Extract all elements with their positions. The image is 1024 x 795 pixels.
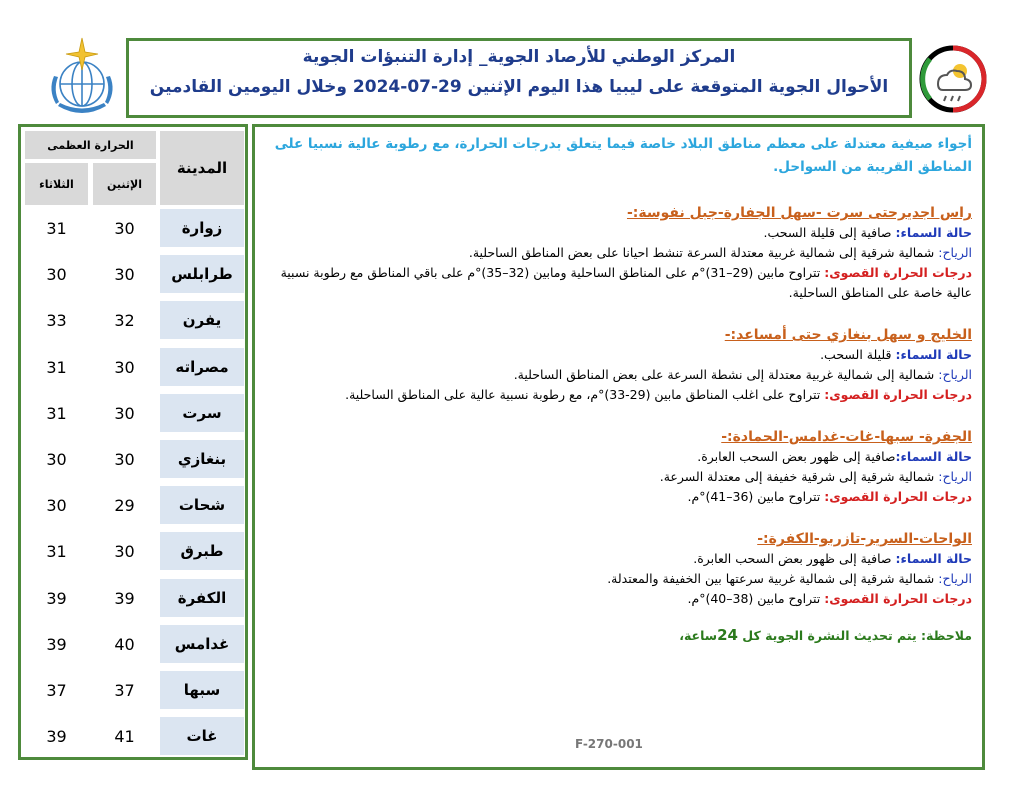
temp-day2-cell: 30 (46, 449, 67, 469)
temp-text: تتراوح مابين (38–40)°م. (687, 591, 825, 606)
wind-text: شمالية شرقية إلى شمالية غربية معتدلة السرعة تنشط احيانا على بعض المناطق الساحلية. (468, 245, 939, 260)
city-cell: الكفرة (160, 579, 244, 617)
temp-day2-cell: 31 (46, 218, 67, 238)
note-tail: ساعة، (679, 628, 718, 643)
forecast-intro: أجواء صيفية معتدلة على معظم مناطق البلاد خاصة فيما يتعلق بدرجات الحرارة، مع رطوبة عالية نسبيا على المناطق القريبة من السواحل. (274, 136, 972, 175)
sky-line (269, 345, 972, 365)
update-note (269, 625, 972, 646)
form-code: F-270-001 (575, 737, 643, 751)
temp-day2-cell: 39 (46, 634, 67, 654)
region-title: الجفرة- سبها-غات-غدامس-الحمادة:- (721, 429, 972, 445)
city-cell: زوارة (160, 209, 244, 247)
temp-day2-cell: 30 (46, 264, 67, 284)
city-cell: غدامس (160, 625, 244, 663)
region-title: الخليج و سهل بنغازي حتى أمساعد:- (724, 327, 972, 343)
wind-line (269, 569, 972, 589)
sky-label: حالة السماء: (895, 449, 972, 464)
temp-day1-cell: 30 (114, 357, 135, 377)
wind-line (269, 243, 972, 263)
lnmc-weather-logo (918, 44, 988, 114)
wind-line (269, 365, 972, 385)
wmo-logo (40, 36, 124, 120)
city-cell: غات (160, 717, 244, 755)
day2-header: الثلاثاء (25, 163, 88, 205)
header-subtitle: الأحوال الجوية المتوقعة على ليبيا هذا اليوم الإثنين 29-07-2024 وخلال اليومين القادمين (149, 77, 889, 97)
temp-line (269, 385, 972, 405)
temperature-table (18, 124, 248, 760)
sky-label: حالة السماء: (895, 347, 972, 362)
temp-day2-cell: 31 (46, 357, 67, 377)
wind-label: الرياح: (938, 245, 972, 260)
temp-day2-cell: 37 (46, 680, 67, 700)
temp-day2-cell: 31 (46, 541, 67, 561)
city-cell: سبها (160, 671, 244, 709)
wind-line (269, 467, 972, 487)
city-cell: طرابلس (160, 255, 244, 293)
forecast-panel (252, 124, 985, 770)
temp-day1-cell: 37 (114, 680, 135, 700)
region-title: الواحات-السرير-تازربو-الكفرة:- (757, 531, 972, 547)
city-column-header: المدينة (160, 131, 244, 205)
temp-line (269, 263, 972, 303)
region-section (269, 203, 972, 303)
region-section (269, 325, 972, 405)
temp-day2-cell: 30 (46, 495, 67, 515)
max-temp-header: الحرارة العظمى (25, 131, 156, 159)
day1-header: الإثنين (93, 163, 156, 205)
city-cell: بنغازي (160, 440, 244, 478)
wind-label: الرياح: (938, 367, 972, 382)
header-box (126, 38, 912, 118)
temp-day1-cell: 30 (114, 264, 135, 284)
city-cell: سرت (160, 394, 244, 432)
wind-text: شمالية شرقية إلى شرقية خفيفة إلى معتدلة السرعة. (659, 469, 939, 484)
temp-day2-cell: 33 (46, 310, 67, 330)
city-cell: طبرق (160, 532, 244, 570)
sky-line (269, 223, 972, 243)
temp-label: درجات الحرارة القصوى: (824, 265, 972, 280)
wind-label: الرياح: (938, 469, 972, 484)
wind-text: شمالية إلى شمالية غربية معتدلة إلى نشطة السرعة على بعض المناطق الساحلية. (513, 367, 939, 382)
region-title: راس اجديرحتى سرت -سهل الجفارة-جبل نفوسة:- (626, 205, 972, 221)
temp-day2-cell: 39 (46, 726, 67, 746)
sky-line (269, 549, 972, 569)
note-text: يتم تحديث النشرة الجوية كل (737, 628, 921, 643)
temp-text: تتراوح مابين (36–41)°م. (687, 489, 825, 504)
sky-text: صافية إلى قليلة السحب. (763, 225, 896, 240)
temp-text: تتراوح على اغلب المناطق مابين (29-33)°م، مع رطوبة نسبية عالية على المناطق الساحلية. (345, 387, 825, 402)
sky-text: صافية إلى ظهور بعض السحب العابرة. (697, 449, 896, 464)
sky-text: قليلة السحب. (820, 347, 896, 362)
wind-text: شمالية شرقية إلى شمالية غربية سرعتها بين الخفيفة والمعتدلة. (607, 571, 939, 586)
region-section (269, 427, 972, 507)
note-hours: 24 (717, 626, 738, 644)
sky-text: صافية إلى ظهور بعض السحب العابرة. (693, 551, 896, 566)
sky-line (269, 447, 972, 467)
temp-line (269, 487, 972, 507)
temp-day1-cell: 40 (114, 634, 135, 654)
temp-day1-cell: 41 (114, 726, 135, 746)
temp-day1-cell: 39 (114, 588, 135, 608)
temp-line (269, 589, 972, 609)
city-cell: يفرن (160, 301, 244, 339)
city-cell: مصراته (160, 348, 244, 386)
temp-day2-cell: 31 (46, 403, 67, 423)
temp-label: درجات الحرارة القصوى: (824, 489, 972, 504)
note-label: ملاحظة: (921, 628, 972, 643)
city-cell: شحات (160, 486, 244, 524)
temp-label: درجات الحرارة القصوى: (824, 387, 972, 402)
temp-day1-cell: 32 (114, 310, 135, 330)
temp-label: درجات الحرارة القصوى: (824, 591, 972, 606)
temp-day1-cell: 29 (114, 495, 135, 515)
temp-day1-cell: 30 (114, 449, 135, 469)
sky-label: حالة السماء: (895, 225, 972, 240)
sky-label: حالة السماء: (895, 551, 972, 566)
temp-day1-cell: 30 (114, 403, 135, 423)
temp-day1-cell: 30 (114, 218, 135, 238)
header-title: المركز الوطني للأرصاد الجوية_ إدارة التنبؤات الجوية (302, 47, 736, 67)
temp-text: تتراوح مابين (29–31)°م على المناطق الساحلية ومابين (32–35)°م على باقي المناطق مع رطوبة نسبية عالية خاصة على المناطق الساحلية. (280, 265, 972, 300)
temp-day1-cell: 30 (114, 541, 135, 561)
region-section (269, 529, 972, 609)
wind-label: الرياح: (938, 571, 972, 586)
temp-day2-cell: 39 (46, 588, 67, 608)
